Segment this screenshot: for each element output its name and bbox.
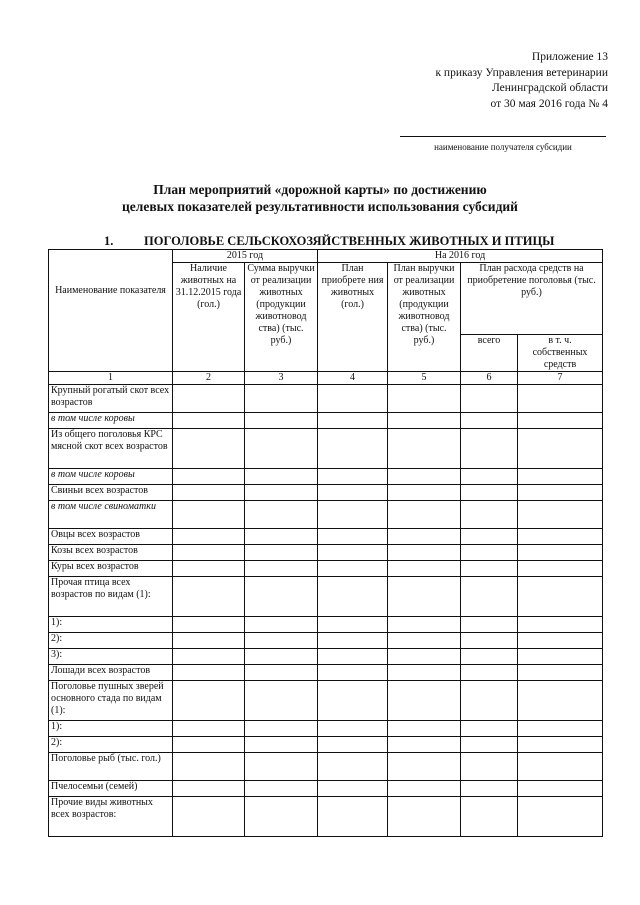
table-cell[interactable] (388, 561, 461, 577)
row-label: Поголовье пушных зверей основного стада по видам (1): (49, 681, 173, 721)
table-cell[interactable] (318, 737, 388, 753)
table-cell[interactable] (318, 753, 388, 781)
table-cell[interactable] (518, 681, 603, 721)
table-cell[interactable] (173, 721, 245, 737)
table-cell[interactable] (318, 469, 388, 485)
table-cell[interactable] (518, 429, 603, 469)
row-label: Прочие виды животных всех возрастов: (49, 797, 173, 837)
column-number: 1 (49, 372, 173, 385)
table-cell[interactable] (245, 529, 318, 545)
row-label: 1): (49, 617, 173, 633)
table-cell[interactable] (388, 665, 461, 681)
table-cell[interactable] (173, 501, 245, 529)
table-cell[interactable] (173, 681, 245, 721)
table-row (49, 545, 603, 561)
section-number: 1. (104, 234, 114, 248)
table-cell[interactable] (461, 665, 518, 681)
table-cell[interactable] (388, 413, 461, 429)
table-cell[interactable] (245, 633, 318, 649)
table-row (49, 737, 603, 753)
table-cell[interactable] (173, 737, 245, 753)
table-cell[interactable] (461, 721, 518, 737)
table-cell[interactable] (461, 577, 518, 617)
table-cell[interactable] (318, 665, 388, 681)
table-cell[interactable] (518, 413, 603, 429)
table-cell[interactable] (318, 385, 388, 413)
table-cell[interactable] (173, 561, 245, 577)
indicators-table (48, 249, 603, 837)
table-cell[interactable] (245, 617, 318, 633)
column-number: 2 (173, 372, 245, 385)
row-label: Поголовье рыб (тыс. гол.) (49, 753, 173, 781)
table-cell[interactable] (461, 485, 518, 501)
table-cell[interactable] (518, 737, 603, 753)
table-cell[interactable] (245, 469, 318, 485)
table-cell[interactable] (518, 485, 603, 501)
table-cell[interactable] (318, 485, 388, 501)
table-cell[interactable] (318, 561, 388, 577)
row-label: Козы всех возрастов (49, 545, 173, 561)
table-cell[interactable] (245, 561, 318, 577)
table-cell[interactable] (388, 429, 461, 469)
table-row (49, 649, 603, 665)
row-label: Из общего поголовья КРС мясной скот всех возрастов (49, 429, 173, 469)
header-total: всего (461, 335, 518, 372)
table-cell[interactable] (388, 501, 461, 529)
table-cell[interactable] (245, 681, 318, 721)
table-cell[interactable] (461, 429, 518, 469)
table-row (49, 781, 603, 797)
table-row (49, 633, 603, 649)
table-cell[interactable] (245, 577, 318, 617)
table-cell[interactable] (461, 633, 518, 649)
table-cell[interactable] (388, 649, 461, 665)
appendix-line: Ленинградской области (491, 82, 608, 94)
table-row (49, 413, 603, 429)
row-label: Пчелосемьи (семей) (49, 781, 173, 797)
table-cell[interactable] (388, 545, 461, 561)
header-own-funds: в т. ч. собственных средств (518, 335, 603, 372)
table-cell[interactable] (173, 529, 245, 545)
table-cell[interactable] (388, 469, 461, 485)
table-cell[interactable] (461, 737, 518, 753)
table-cell[interactable] (518, 529, 603, 545)
appendix-line: Приложение 13 (531, 51, 608, 63)
table-cell[interactable] (461, 501, 518, 529)
table-cell[interactable] (388, 485, 461, 501)
table-cell[interactable] (461, 561, 518, 577)
table-cell[interactable] (461, 649, 518, 665)
table-cell[interactable] (173, 753, 245, 781)
table-cell[interactable] (518, 385, 603, 413)
table-cell[interactable] (388, 721, 461, 737)
appendix-line: от 30 мая 2016 года № 4 (490, 97, 608, 110)
table-cell[interactable] (388, 577, 461, 617)
table-cell[interactable] (518, 617, 603, 633)
table-cell[interactable] (461, 681, 518, 721)
table-cell[interactable] (461, 545, 518, 561)
table-cell[interactable] (518, 469, 603, 485)
row-label: Овцы всех возрастов (49, 529, 173, 545)
table-cell[interactable] (518, 577, 603, 617)
appendix-block (348, 50, 608, 112)
row-label: 3): (49, 649, 173, 665)
table-cell[interactable] (173, 633, 245, 649)
table-row (49, 529, 603, 545)
table-cell[interactable] (388, 617, 461, 633)
row-label: 2): (49, 737, 173, 753)
appendix-line: к приказу Управления ветеринарии (435, 66, 608, 79)
table-cell[interactable] (518, 797, 603, 837)
table-cell[interactable] (245, 649, 318, 665)
recipient-underline (400, 136, 606, 137)
section-heading (104, 234, 604, 248)
header-purchase-plan: План приобрете ния животных (гол.) (318, 263, 388, 372)
table-cell[interactable] (318, 781, 388, 797)
table-cell[interactable] (518, 649, 603, 665)
table-cell[interactable] (518, 545, 603, 561)
table-cell[interactable] (245, 753, 318, 781)
header-year-2015: 2015 год (173, 250, 318, 263)
table-cell[interactable] (245, 797, 318, 837)
table-cell[interactable] (388, 753, 461, 781)
table-cell[interactable] (173, 385, 245, 413)
table-cell[interactable] (173, 485, 245, 501)
table-cell[interactable] (318, 429, 388, 469)
title-line-1: План мероприятий «дорожной карты» по достижению (153, 182, 487, 197)
table-cell[interactable] (318, 649, 388, 665)
table-cell[interactable] (318, 577, 388, 617)
table-cell[interactable] (173, 545, 245, 561)
header-year-2016: На 2016 год (318, 250, 603, 263)
section-title: ПОГОЛОВЬЕ СЕЛЬСКОХОЗЯЙСТВЕННЫХ ЖИВОТНЫХ И ПТИЦЫ (144, 234, 555, 248)
column-number: 7 (518, 372, 603, 385)
table-row (49, 681, 603, 721)
table-cell[interactable] (245, 781, 318, 797)
header-indicator: Наименование показателя (49, 250, 173, 372)
table-cell[interactable] (245, 429, 318, 469)
document-title (40, 181, 600, 215)
table-cell[interactable] (388, 633, 461, 649)
table-cell[interactable] (318, 529, 388, 545)
table-cell[interactable] (461, 469, 518, 485)
table-cell[interactable] (173, 429, 245, 469)
row-label: в том числе коровы (49, 469, 173, 485)
table-row (49, 561, 603, 577)
table-cell[interactable] (518, 721, 603, 737)
table-row (49, 577, 603, 617)
table-cell[interactable] (173, 577, 245, 617)
column-number: 5 (388, 372, 461, 385)
table-row (49, 665, 603, 681)
table-cell[interactable] (173, 617, 245, 633)
table-cell[interactable] (388, 529, 461, 545)
table-cell[interactable] (245, 545, 318, 561)
row-label: в том числе свиноматки (49, 501, 173, 529)
table-row (49, 721, 603, 737)
table-cell[interactable] (245, 501, 318, 529)
row-label: Прочая птица всех возрастов по видам (1): (49, 577, 173, 617)
table-row (49, 485, 603, 501)
row-label: Лошади всех возрастов (49, 665, 173, 681)
table-cell[interactable] (318, 721, 388, 737)
row-label: Свиньи всех возрастов (49, 485, 173, 501)
table-cell[interactable] (388, 737, 461, 753)
table-cell[interactable] (518, 781, 603, 797)
table-row (49, 501, 603, 529)
table-cell[interactable] (245, 385, 318, 413)
table-cell[interactable] (461, 753, 518, 781)
row-label: 2): (49, 633, 173, 649)
table-cell[interactable] (173, 781, 245, 797)
table-cell[interactable] (388, 385, 461, 413)
row-label: в том числе коровы (49, 413, 173, 429)
table-cell[interactable] (318, 617, 388, 633)
header-revenue-plan: План выручки от реализации животных (продукции животновод ства) (тыс. руб.) (388, 263, 461, 372)
table-cell[interactable] (318, 681, 388, 721)
table-cell[interactable] (318, 633, 388, 649)
row-label: 1): (49, 721, 173, 737)
table-cell[interactable] (461, 617, 518, 633)
row-label: Крупный рогатый скот всех возрастов (49, 385, 173, 413)
table-cell[interactable] (518, 665, 603, 681)
row-label: Куры всех возрастов (49, 561, 173, 577)
header-revenue-sum: Сумма выручки от реализации животных (продукции животновод ства) (тыс. руб.) (245, 263, 318, 372)
table-cell[interactable] (318, 545, 388, 561)
table-row (49, 617, 603, 633)
table-cell[interactable] (245, 737, 318, 753)
column-number: 3 (245, 372, 318, 385)
table-row (49, 429, 603, 469)
column-number: 6 (461, 372, 518, 385)
title-line-2: целевых показателей результативности использования субсидий (122, 199, 518, 214)
table-cell[interactable] (173, 469, 245, 485)
table-cell[interactable] (318, 413, 388, 429)
table-cell[interactable] (461, 385, 518, 413)
table-cell[interactable] (518, 753, 603, 781)
table-cell[interactable] (173, 665, 245, 681)
table-cell[interactable] (245, 413, 318, 429)
table-cell[interactable] (173, 413, 245, 429)
table-cell[interactable] (245, 485, 318, 501)
column-number: 4 (318, 372, 388, 385)
table-cell[interactable] (388, 681, 461, 721)
table-cell[interactable] (173, 649, 245, 665)
table-cell[interactable] (461, 797, 518, 837)
table-cell[interactable] (461, 781, 518, 797)
table-row (49, 797, 603, 837)
table-cell[interactable] (388, 781, 461, 797)
table-cell[interactable] (518, 633, 603, 649)
table-row (49, 753, 603, 781)
table-row (49, 469, 603, 485)
header-expense-plan: План расхода средств на приобретение поголовья (тыс. руб.) (461, 263, 603, 335)
table-cell[interactable] (245, 721, 318, 737)
table-cell[interactable] (388, 797, 461, 837)
table-cell[interactable] (318, 501, 388, 529)
table-cell[interactable] (461, 413, 518, 429)
table-cell[interactable] (461, 529, 518, 545)
table-cell[interactable] (518, 501, 603, 529)
table-cell[interactable] (173, 797, 245, 837)
recipient-caption: наименование получателя субсидии (434, 142, 572, 152)
header-animals-on-date: Наличие животных на 31.12.2015 года (гол.) (173, 263, 245, 372)
table-cell[interactable] (318, 797, 388, 837)
table-row (49, 385, 603, 413)
table-cell[interactable] (518, 561, 603, 577)
table-cell[interactable] (245, 665, 318, 681)
